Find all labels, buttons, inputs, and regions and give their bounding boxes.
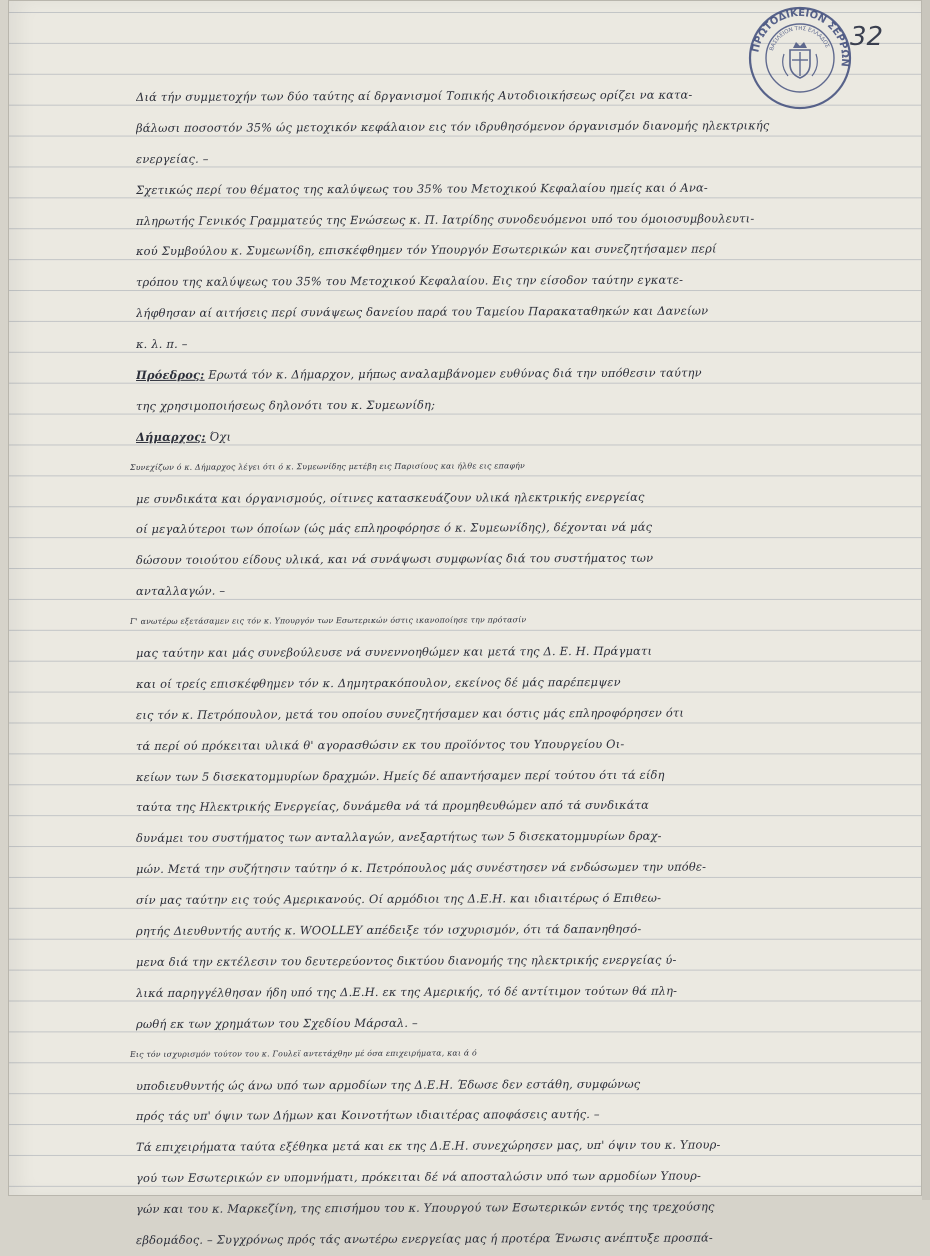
- text-line: μας ταύτην και μάς συνεβούλευσε νά συνεννοηθώμεν και μετά της Δ. Ε. Η. Πράγματι: [135, 643, 653, 661]
- speaker-line-president: Πρόεδρος: Ερωτά τόν κ. Δήμαρχον, μήπως αναλαμβάνομεν ευθύνας διά την υπόθεσιν ταύτην: [135, 365, 702, 383]
- text-line: δυνάμει του συστήματος των ανταλλαγών, ανεξαρτήτως των 5 δισεκατομμυρίων δραχ-: [135, 829, 662, 846]
- text-line: γών και του κ. Μαρκεζίνη, της επισήμου του κ. Υπουργού των Εσωτερικών εντός της τρεχούσης: [135, 1199, 715, 1217]
- text-line: βάλωσι ποσοστόν 35% ώς μετοχικόν κεφάλαιον εις τόν ιδρυθησόμενον όργανισμόν διανομής ηλεκτρικής: [135, 118, 770, 135]
- text-line: ενεργείας. –: [135, 151, 209, 166]
- text-line: εβδομάδος. – Συγχρόνως πρός τάς ανωτέρω ενεργείας μας ή προτέρα Ένωσις ανέπτυξε προσπά-: [135, 1230, 713, 1247]
- text-line: λήφθησαν αί αιτήσεις περί συνάψεως δανείου παρά του Ταμείου Παρακαταθηκών και Δανείων: [135, 303, 709, 321]
- text-line: και οί τρείς επισκέφθημεν τόν κ. Δημητρακόπουλον, εκείνος δέ μάς παρέπεμψεν: [135, 674, 621, 691]
- text-line: οί μεγαλύτεροι των όποίων (ώς μάς επληροφόρησε ό κ. Συμεωνίδης), δέχονται νά μάς: [135, 520, 653, 537]
- seal-inner-text: ΒΑΣΙΛΕΙΟΝ ΤΗΣ ΕΛΛΑΔΟΣ: [769, 25, 830, 52]
- speaker-label: Πρόεδρος:: [135, 367, 205, 383]
- coat-of-arms-icon: [783, 42, 818, 78]
- text-line: ρωθή εκ των χρημάτων του Σχεδίου Μάρσαλ. –: [135, 1015, 418, 1031]
- text-line: πρός τάς υπ' όψιν των Δήμων και Κοινοτήτων ιδιαιτέρας αποφάσεις αυτής. –: [135, 1107, 600, 1124]
- speaker-label: Δήμαρχος:: [135, 429, 206, 444]
- text-line: Διά τήν συμμετοχήν των δύο ταύτης αί δργανισμοί Τοπικής Αυτοδιοικήσεως ορίζει να κατα-: [135, 87, 693, 104]
- text-line: υποδιευθυντής ώς άνω υπό των αρμοδίων της Δ.Ε.Η. Έδωσε δεν εστάθη, συμφώνως: [135, 1076, 641, 1093]
- text-line: κείων των 5 δισεκατομμυρίων δραχμών. Ημείς δέ απαντήσαμεν περί τούτου ότι τά είδη: [135, 767, 665, 784]
- text-line: ταύτα της Ηλεκτρικής Ενεργείας, δυνάμεθα νά τά προμηθευθώμεν από τά συνδικάτα: [135, 798, 650, 815]
- seal-outer-text: ΠΡΩΤΟΔΙΚΕΙΟΝ ΣΕΡΡΩΝ: [750, 7, 851, 68]
- text-line: ανταλλαγών. –: [135, 583, 226, 599]
- text-line: Γ' ανωτέρω εξετάσαμεν εις τόν κ. Υπουργόν των Εσωτερικών όστις ικανοποίησε την πρότασίν: [129, 615, 527, 627]
- text-line: τά περί ού πρόκειται υλικά θ' αγορασθώσιν εκ του προϊόντος του Υπουργείου Οι-: [135, 736, 625, 753]
- notebook-page-edge: [922, 0, 930, 1200]
- text-line: γού των Εσωτερικών εν υπομνήματι, πρόκειται δέ νά αποσταλώσιν υπό των αρμοδίων Υπουρ-: [135, 1168, 702, 1186]
- text-line: λικά παρηγγέλθησαν ήδη υπό της Δ.Ε.Η. εκ της Αμερικής, τό δέ αντίτιμον τούτων θά πλη-: [135, 983, 678, 1000]
- text-line: πληρωτής Γενικός Γραμματεύς της Ενώσεως κ. Π. Ιατρίδης συνοδευόμενοι υπό του όμοιοσυμβουλευτι-: [135, 210, 755, 228]
- text-line: δώσουν τοιούτου είδους υλικά, και νά συνάψωσι συμφωνίας διά του συστήματος των: [135, 551, 654, 568]
- text-line: μενα διά την εκτέλεσιν του δευτερεύοντος δικτύου διανομής της ηλεκτρικής ενεργείας ύ-: [135, 952, 677, 969]
- text-line: Σχετικώς περί του θέματος της καλύψεως του 35% του Μετοχικού Κεφαλαίου ημείς και ό Ανα-: [135, 180, 708, 197]
- text-line: τρόπου της καλύψεως του 35% του Μετοχικού Κεφαλαίου. Εις την είσοδον ταύτην εγκατε-: [135, 272, 684, 290]
- page-number: 32: [850, 22, 884, 52]
- text-line: κ. λ. π. –: [135, 336, 188, 352]
- text-line: εις τόν κ. Πετρόπουλον, μετά του οποίου συνεζητήσαμεν και όστις μάς επληροφόρησεν ότι: [135, 705, 685, 722]
- speaker-line-mayor: Δήμαρχος: Όχι: [135, 429, 232, 444]
- handwritten-minutes-text: [129, 82, 878, 1256]
- text-line: της χρησιμοποιήσεως δηλονότι του κ. Συμεωνίδη;: [135, 397, 436, 413]
- text-line: σίν μας ταύτην εις τούς Αμερικανούς. Οί αρμόδιοι της Δ.Ε.Η. και ιδιαιτέρως ό Επιθεω-: [135, 890, 662, 908]
- text-line: κού Συμβούλου κ. Συμεωνίδη, επισκέφθημεν τόν Υπουργόν Εσωτερικών και συνεζητήσαμεν περί: [135, 241, 717, 259]
- text-line: Τά επιχειρήματα ταύτα εξέθηκα μετά και εκ της Δ.Ε.Η. συνεχώρησεν μας, υπ' όψιν του κ. Υπουρ-: [135, 1137, 721, 1155]
- text-line: με συνδικάτα και όργανισμούς, οίτινες κατασκευάζουν υλικά ηλεκτρικής ενεργείας: [135, 489, 645, 506]
- text-line: Συνεχίζων ό κ. Δήμαρχος λέγει ότι ό κ. Συμεωνίδης μετέβη εις Παρισίους και ήλθε εις επαφήν: [129, 460, 525, 472]
- text-line: ρητής Διευθυντής αυτής κ. WOOLLEY απέδειξε τόν ισχυρισμόν, ότι τά δαπανηθησό-: [135, 921, 642, 939]
- text-line: μών. Μετά την συζήτησιν ταύτην ό κ. Πετρόπουλος μάς συνέστησεν νά ενδώσωμεν την υπόθε-: [135, 859, 707, 877]
- notebook-page: [8, 0, 922, 1247]
- text-line: Εις τόν ισχυρισμόν τούτον του κ. Γουλεϊ αντετάχθην μέ όσα επιχειρήματα, και ά ό: [129, 1048, 477, 1059]
